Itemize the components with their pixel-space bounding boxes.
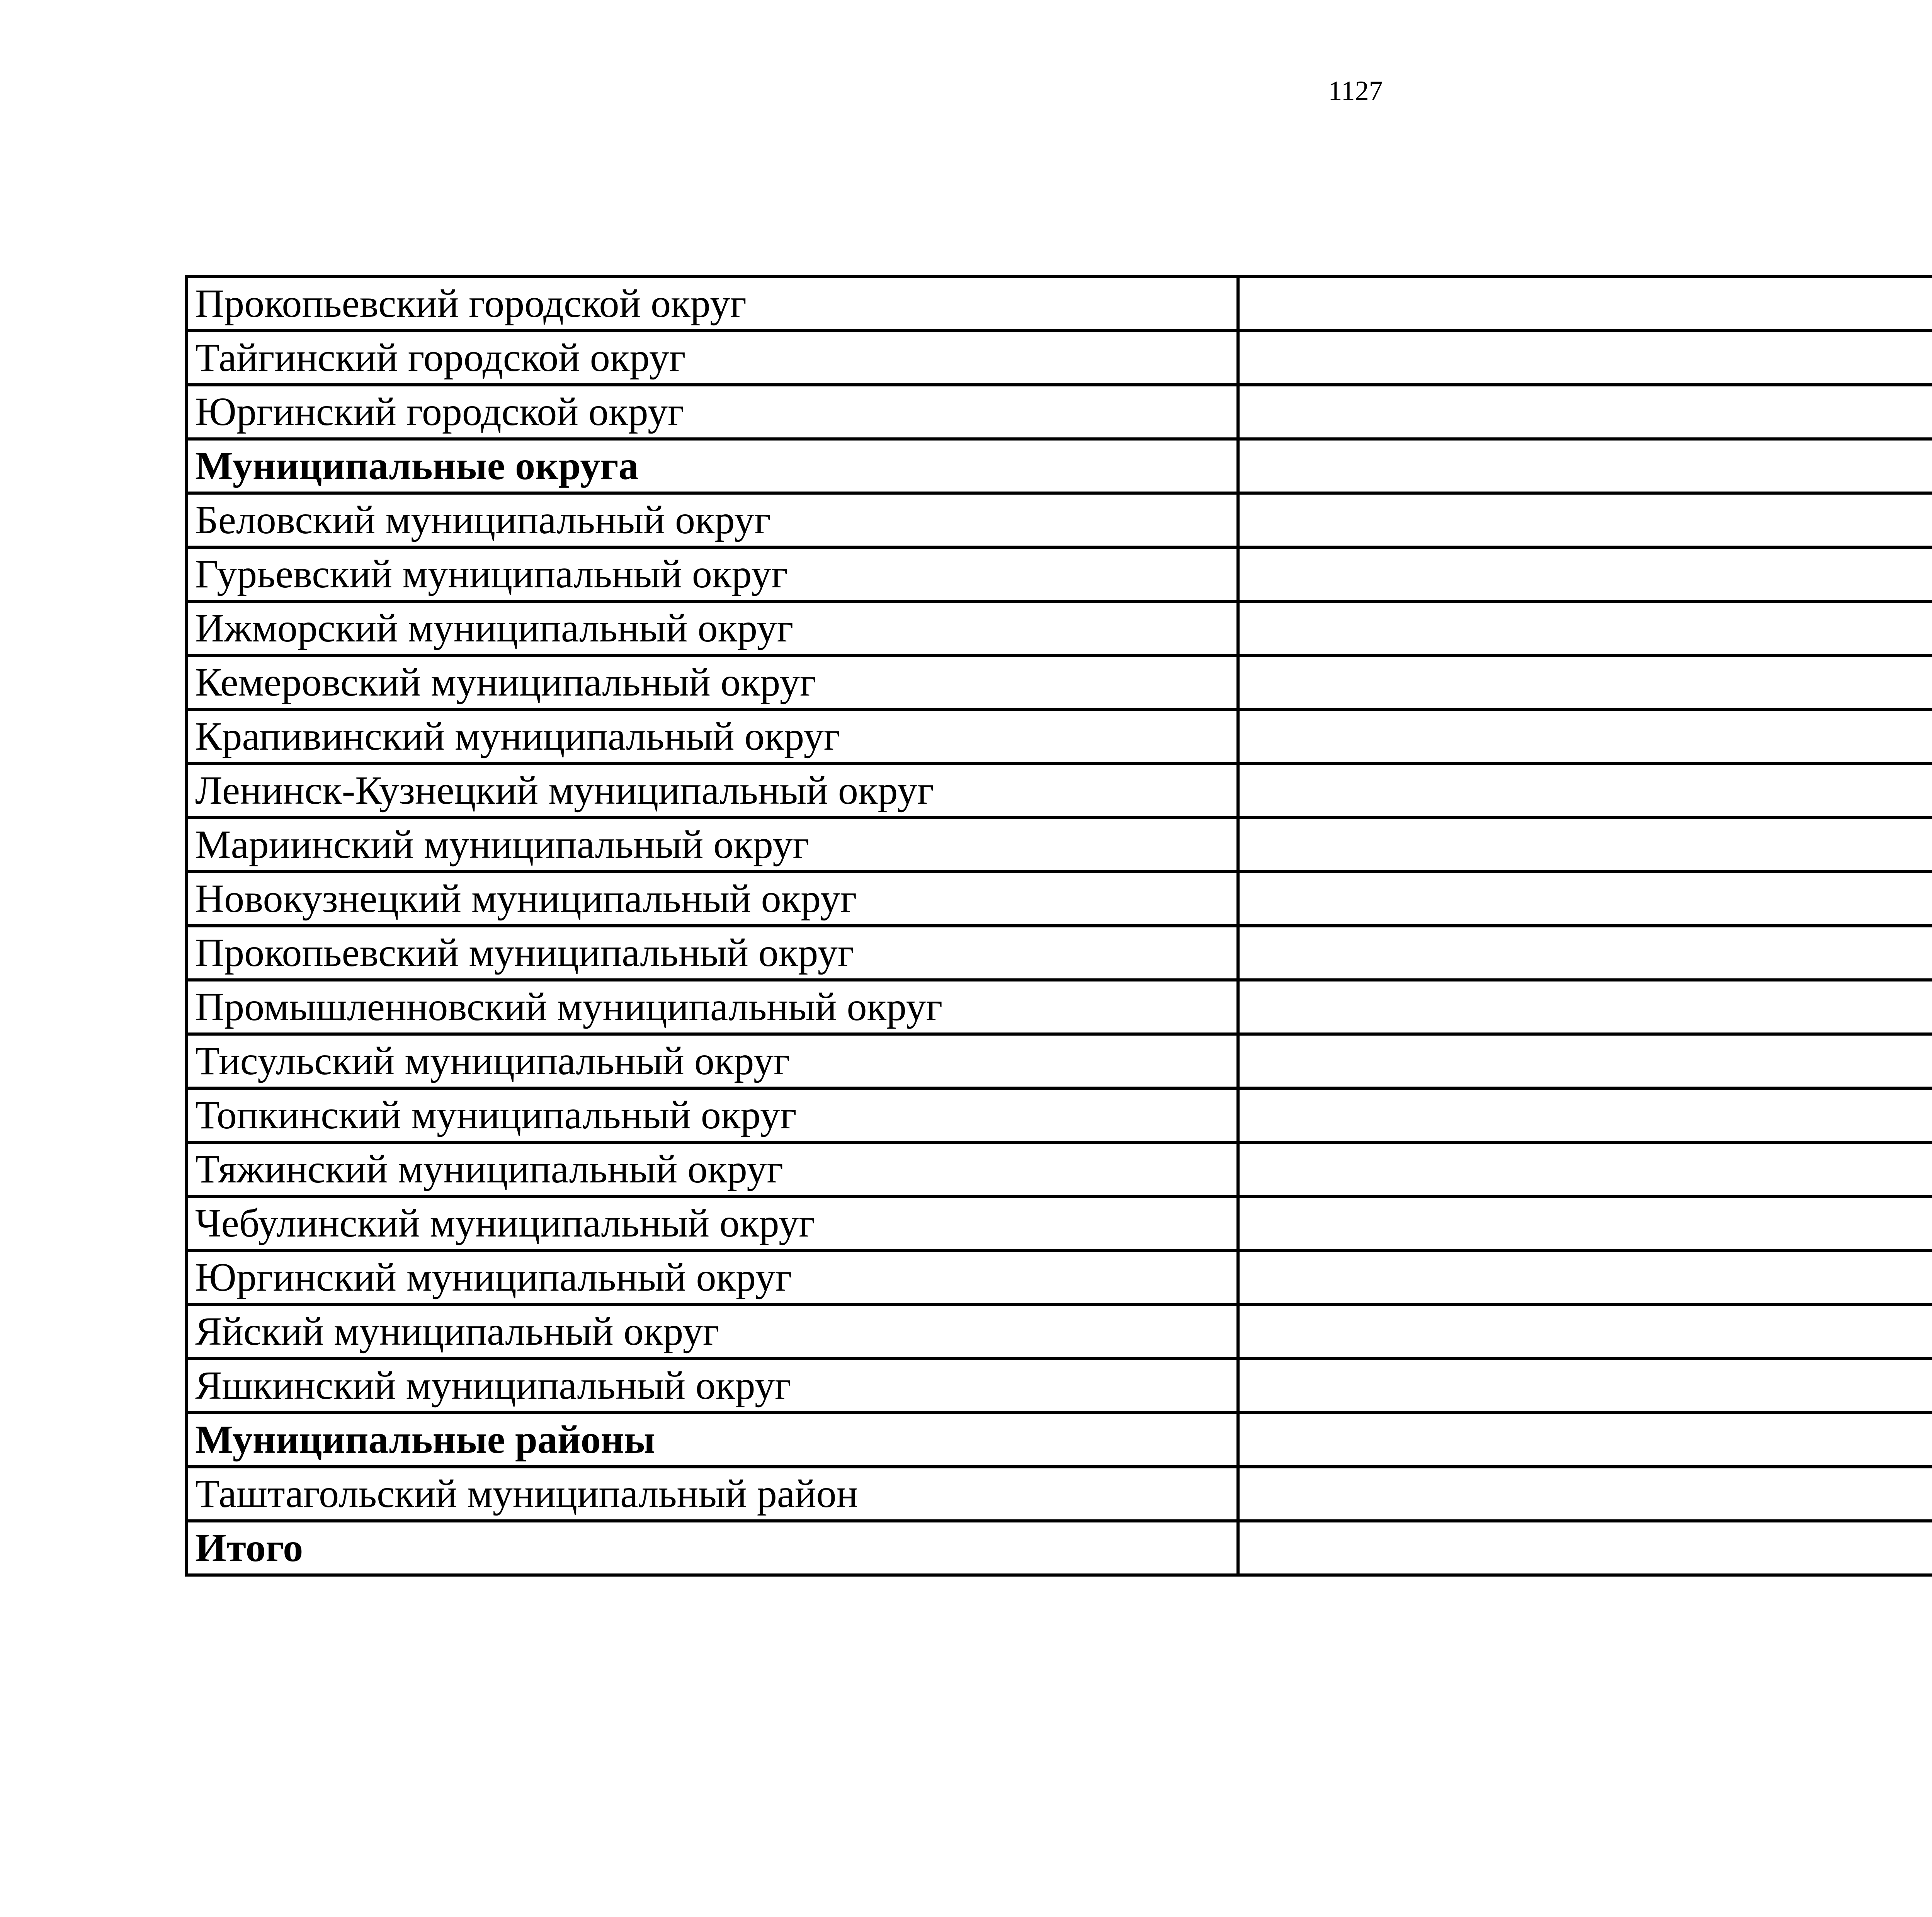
row-name-cell: Яшкинский муниципальный округ xyxy=(187,1359,1238,1413)
row-value-cell xyxy=(1238,1305,1932,1359)
table-row-total xyxy=(187,1413,1932,1467)
table-row xyxy=(187,1359,1932,1413)
table-row-total xyxy=(187,1521,1932,1575)
row-name-cell: Ижморский муниципальный округ xyxy=(187,601,1238,655)
row-value-cell xyxy=(1238,764,1932,818)
row-name-cell: Юргинский городской округ xyxy=(187,385,1238,439)
row-value-cell xyxy=(1238,331,1932,385)
row-name-cell: Крапивинский муниципальный округ xyxy=(187,709,1238,764)
row-name-cell: Яйский муниципальный округ xyxy=(187,1305,1238,1359)
row-name-cell: Таштагольский муниципальный район xyxy=(187,1467,1238,1521)
table-row xyxy=(187,1467,1932,1521)
row-name-cell: Мариинский муниципальный округ xyxy=(187,818,1238,872)
row-value-cell xyxy=(1238,1359,1932,1413)
row-value-cell xyxy=(1238,1196,1932,1250)
row-value-cell xyxy=(1238,385,1932,439)
row-name-cell: Беловский муниципальный округ xyxy=(187,493,1238,547)
table-row xyxy=(187,980,1932,1034)
row-value-cell xyxy=(1238,601,1932,655)
row-name-cell: Тайгинский городской округ xyxy=(187,331,1238,385)
page-number: 1127 xyxy=(1328,75,1383,106)
row-name-cell: Муниципальные районы xyxy=(187,1413,1238,1467)
row-value-cell xyxy=(1238,980,1932,1034)
table-row-total xyxy=(187,439,1932,493)
row-value-cell xyxy=(1238,439,1932,493)
table-row xyxy=(187,818,1932,872)
row-name-cell: Прокопьевский городской округ xyxy=(187,277,1238,331)
table-row xyxy=(187,872,1932,926)
row-value-cell xyxy=(1238,655,1932,709)
row-name-cell: Итого xyxy=(187,1521,1238,1575)
table-row xyxy=(187,493,1932,547)
row-name-cell: Новокузнецкий муниципальный округ xyxy=(187,872,1238,926)
table-row xyxy=(187,277,1932,331)
table-row xyxy=(187,709,1932,764)
row-name-cell: Топкинский муниципальный округ xyxy=(187,1088,1238,1142)
row-value-cell xyxy=(1238,277,1932,331)
table-row xyxy=(187,1196,1932,1250)
table-row xyxy=(187,1250,1932,1305)
row-value-cell xyxy=(1238,1467,1932,1521)
row-name-cell: Юргинский муниципальный округ xyxy=(187,1250,1238,1305)
row-value-cell xyxy=(1238,1413,1932,1467)
table-row xyxy=(187,1305,1932,1359)
row-name-cell: Прокопьевский муниципальный округ xyxy=(187,926,1238,980)
row-value-cell xyxy=(1238,926,1932,980)
row-name-cell: Тисульский муниципальный округ xyxy=(187,1034,1238,1088)
table-row xyxy=(187,926,1932,980)
table-row xyxy=(187,601,1932,655)
row-value-cell xyxy=(1238,1142,1932,1196)
table-row xyxy=(187,385,1932,439)
row-value-cell xyxy=(1238,1521,1932,1575)
row-value-cell xyxy=(1238,709,1932,764)
row-name-cell: Ленинск-Кузнецкий муниципальный округ xyxy=(187,764,1238,818)
row-value-cell xyxy=(1238,818,1932,872)
table-row xyxy=(187,331,1932,385)
table-row xyxy=(187,1034,1932,1088)
table-body xyxy=(187,277,1932,1575)
row-value-cell xyxy=(1238,493,1932,547)
table-row xyxy=(187,655,1932,709)
row-name-cell: Тяжинский муниципальный округ xyxy=(187,1142,1238,1196)
table-row xyxy=(187,764,1932,818)
row-value-cell xyxy=(1238,547,1932,601)
row-name-cell: Чебулинский муниципальный округ xyxy=(187,1196,1238,1250)
row-name-cell: Гурьевский муниципальный округ xyxy=(187,547,1238,601)
row-value-cell xyxy=(1238,1034,1932,1088)
row-name-cell: Промышленновский муниципальный округ xyxy=(187,980,1238,1034)
row-value-cell xyxy=(1238,1250,1932,1305)
table-row xyxy=(187,1088,1932,1142)
table-row xyxy=(187,547,1932,601)
row-value-cell xyxy=(1238,1088,1932,1142)
row-name-cell: Кемеровский муниципальный округ xyxy=(187,655,1238,709)
row-value-cell xyxy=(1238,872,1932,926)
table-row xyxy=(187,1142,1932,1196)
data-table xyxy=(185,275,1932,1577)
row-name-cell: Муниципальные округа xyxy=(187,439,1238,493)
